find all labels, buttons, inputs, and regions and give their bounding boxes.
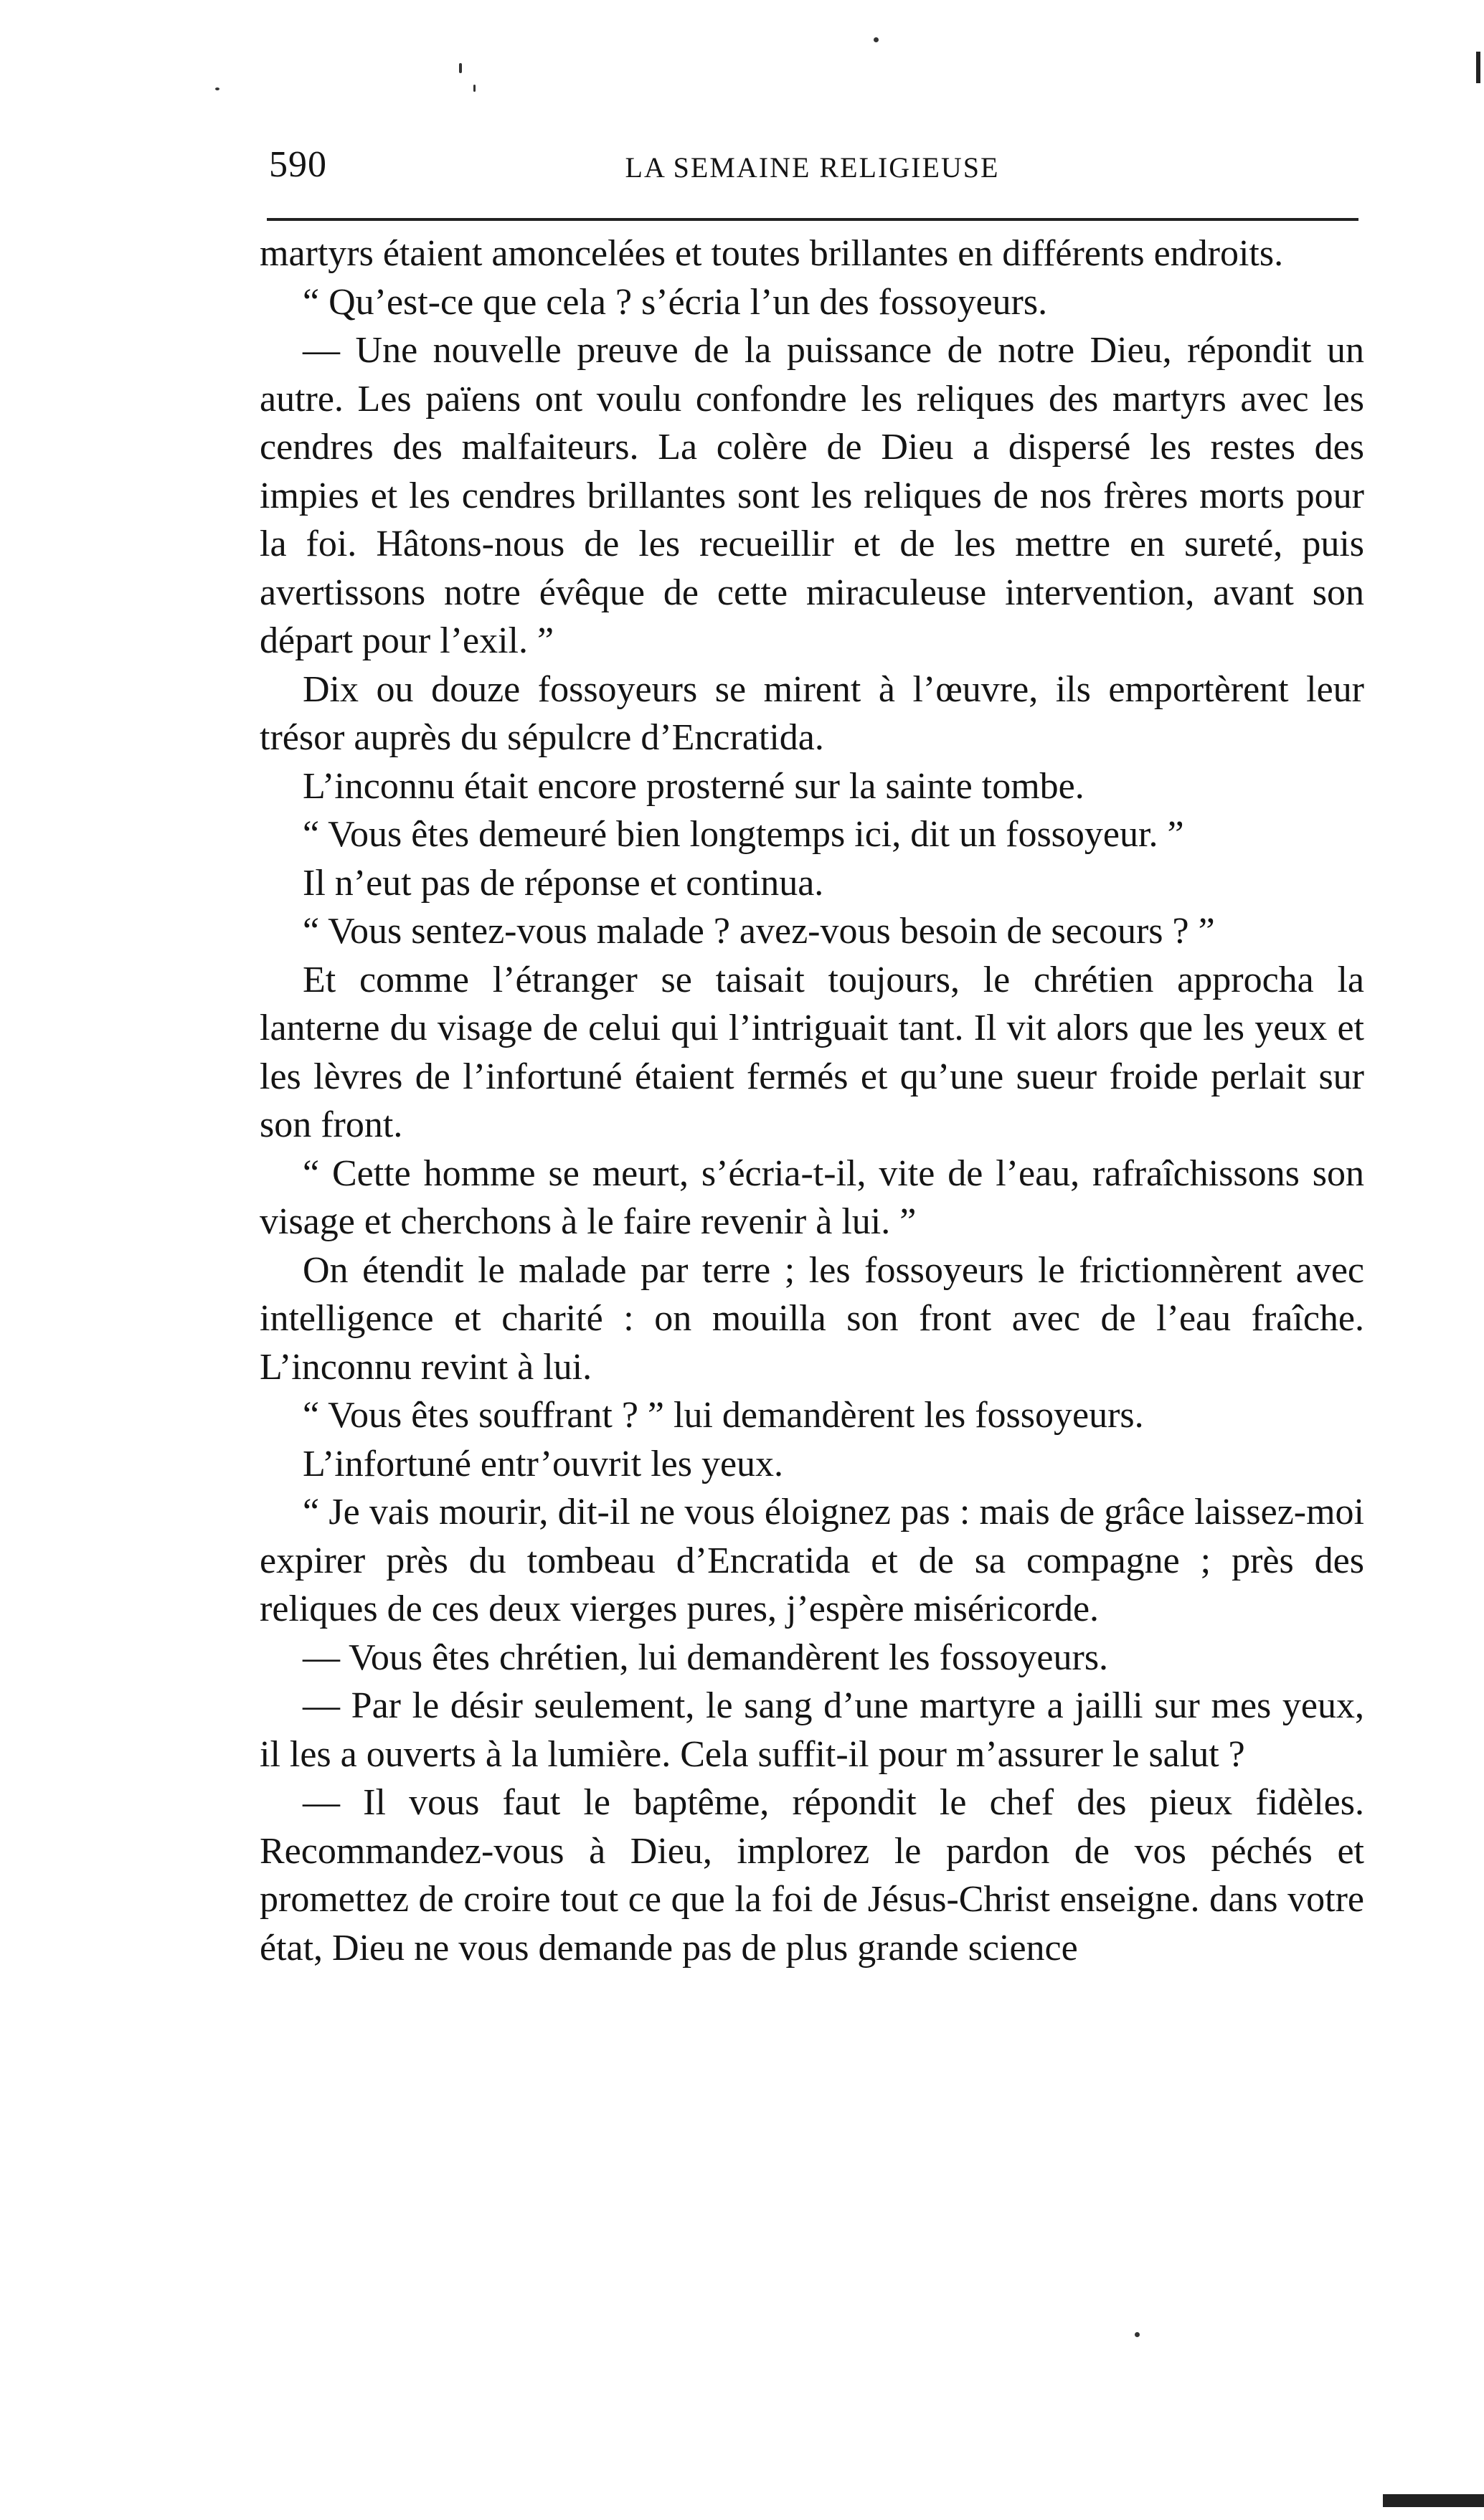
header-rule [267,218,1358,221]
scan-edge-mark [1476,52,1480,83]
paragraph: “ Cette homme se meurt, s’écria-t-il, vite de l’eau, rafraîchissons son visage et cherchons à le faire revenir à lui. ” [260,1152,1364,1242]
paragraph: “ Qu’est-ce que cela ? s’écria l’un des fossoyeurs. [303,281,1048,323]
paragraph: “ Vous sentez-vous malade ? avez-vous besoin de secours ? ” [303,911,1215,952]
scan-edge-mark [1383,2494,1484,2507]
scan-speck [874,37,879,42]
page-number: 590 [269,144,327,185]
paragraph: Il n’eut pas de réponse et continua. [303,862,824,904]
scan-speck [215,87,219,90]
paragraph: — Il vous faut le baptême, répondit le chef des pieux fidèles. Recommandez-vous à Dieu, implorez le pardon de vos péchés et promettez de croire tout ce que la foi de Jésus-Christ enseigne. dans votre état, Dieu ne vous demande pas de plus grande science [260,1782,1364,1969]
paragraph: — Une nouvelle preuve de la puissance de notre Dieu, répondit un autre. Les païens ont voulu confondre les reliques des martyrs avec les cendres des malfaiteurs. La colère de Dieu a dispersé les restes des impies et les cendres brillantes sont les reliques de nos frères morts pour la foi. Hâtons-nous de les recueillir et de les mettre en sureté, puis avertissons notre évêque de cette miraculeuse intervention, avant son départ pour l’exil. ” [260,330,1364,661]
scan-speck [473,85,476,92]
paragraph: — Par le désir seulement, le sang d’une martyre a jailli sur mes yeux, il les a ouverts à la lumière. Cela suffit-il pour m’assurer le salut ? [260,1685,1364,1775]
page-header [262,143,1363,201]
paragraph: On étendit le malade par terre ; les fossoyeurs le frictionnèrent avec intelligence et charité : on mouilla son front avec de l’eau fraîche. L’inconnu revint à lui. [260,1249,1364,1388]
body-text [260,229,1364,1972]
scan-speck [1135,2332,1140,2337]
paragraph: “ Je vais mourir, dit-il ne vous éloignez pas : mais de grâce laissez-moi expirer près du tombeau d’Encratida et de sa compagne ; près des reliques de ces deux vierges pures, j’espère miséricorde. [260,1492,1364,1629]
paragraph: “ Vous êtes demeuré bien longtemps ici, dit un fossoyeur. ” [303,814,1184,855]
paragraph: — Vous êtes chrétien, lui demandèrent les fossoyeurs. [303,1636,1109,1678]
scan-speck [459,63,462,73]
running-title: LA SEMAINE RELIGIEUSE [625,151,1000,184]
paragraph: “ Vous êtes souffrant ? ” lui demandèrent les fossoyeurs. [303,1395,1144,1436]
paragraph: L’infortuné entr’ouvrit les yeux. [303,1443,784,1484]
paragraph: martyrs étaient amoncelées et toutes brillantes en différents endroits. [260,233,1284,274]
paragraph: L’inconnu était encore prosterné sur la sainte tombe. [303,765,1084,807]
paragraph: Dix ou douze fossoyeurs se mirent à l’œuvre, ils emportèrent leur trésor auprès du sépulcre d’Encratida. [260,668,1364,758]
paragraph: Et comme l’étranger se taisait toujours, le chrétien approcha la lanterne du visage de celui qui l’intriguait tant. Il vit alors que les yeux et les lèvres de l’infortuné étaient fermés et qu’une sueur froide perlait sur son front. [260,959,1364,1145]
